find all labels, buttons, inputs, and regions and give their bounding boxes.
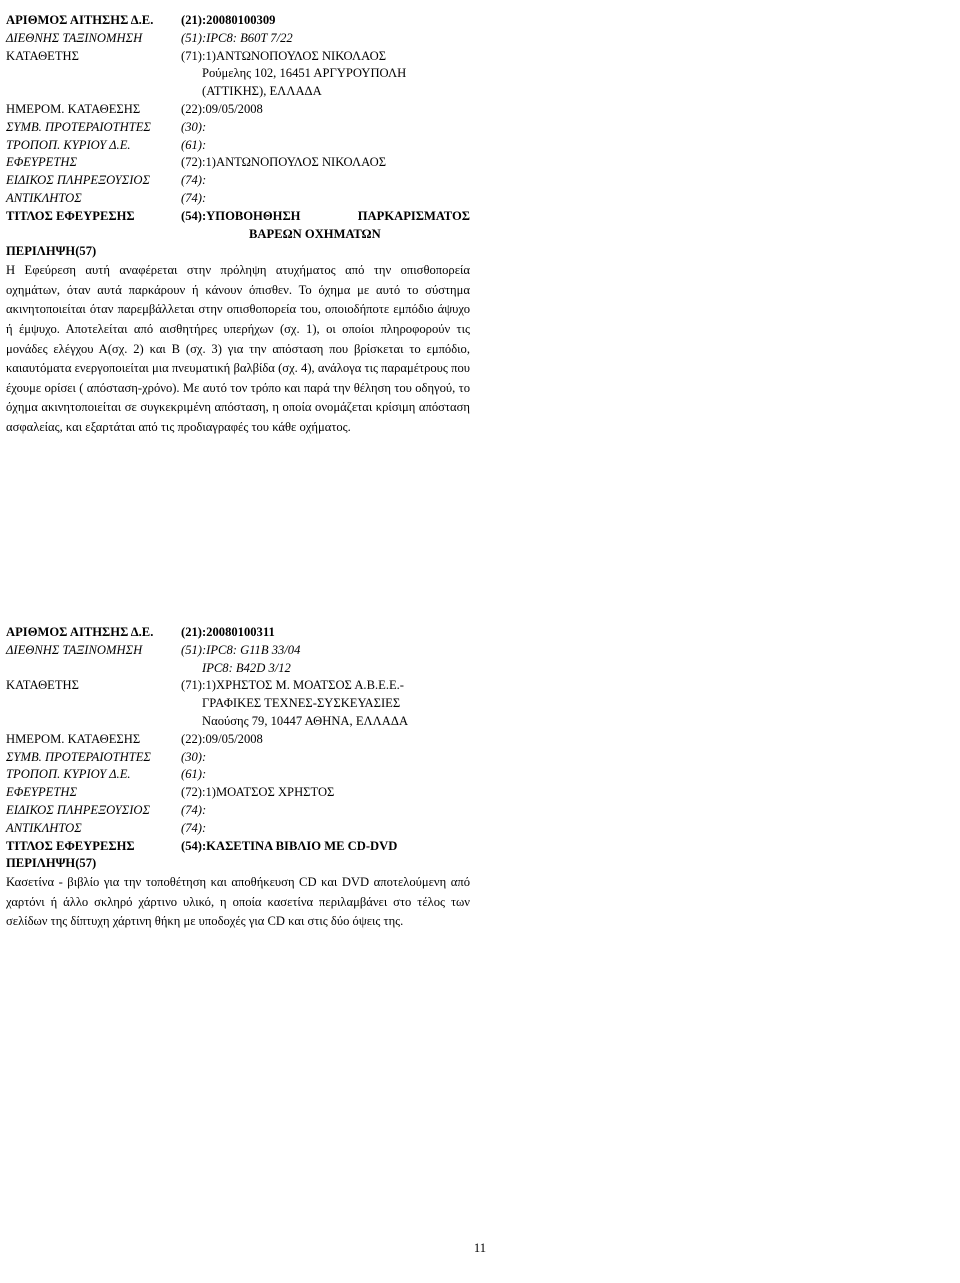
filing-date-label: ΗΜΕΡΟΜ. ΚΑΤΑΘΕΣΗΣ (6, 731, 141, 746)
filing-date-row (6, 731, 470, 749)
deputy-value: (74): (181, 190, 207, 205)
classification-label: ΔΙΕΘΝΗΣ ΤΑΞΙΝΟΜΗΣΗ (6, 642, 143, 657)
deputy-label: ΑΝΤΙΚΛΗΤΟΣ (6, 190, 82, 205)
filing-date-value: (22):09/05/2008 (181, 731, 263, 746)
patent-record-1 (6, 12, 470, 438)
applicant-address-line: (ΑΤΤΙΚΗΣ), ΕΛΛΑΔΑ (202, 84, 322, 99)
agent-row (6, 172, 470, 190)
application-number-value: (21):20080100311 (181, 625, 275, 639)
agent-value: (74): (181, 802, 207, 817)
deputy-value: (74): (181, 820, 207, 835)
application-number-row (6, 12, 470, 30)
classification-label: ΔΙΕΘΝΗΣ ΤΑΞΙΝΟΜΗΣΗ (6, 30, 143, 45)
applicant-label: ΚΑΤΑΘΕΤΗΣ (6, 678, 79, 693)
agent-row (6, 802, 470, 820)
patent-record-2 (6, 624, 470, 932)
abstract-text: Η Εφεύρεση αυτή αναφέρεται στην πρόληψη ατυχήματος από την οπισθοπορεία οχημάτων, όταν αυτά παρκάρουν ή κάνουν όπισθεν. Το όχημα με αυτό το σύστημα ακινητοποιείται όταν παρεμβάλλεται στην οπισθοπορεία του, οποιοδήποτε εμπόδιο άψυχο ή έμψυχο. Αποτελείται από αισθητήρες υπερήχων (σχ. 1), οι οποίοι πληροφορούν τις μονάδες ελέγχου Α(σχ. 2) και Β (σχ. 3) για την απόσταση που βρίσκεται το εμπόδιο, καιαυτόματα ενεργοποιείται μια πνευματική βαλβίδα (σχ. 4), ανάλογα τις παραμέτρους που έχουμε ορίσει ( απόσταση-χρόνο). Με αυτό τον τρόπο και παρά την θέληση του οδηγού, το όχημα ακινητοποιείται σε συγκεκριμένη απόσταση, η οποία ονομάζεται κρίσιμη απόσταση ασφαλείας, και εξαρτάται από τις προδιαγραφές του κάθε οχήματος. (6, 263, 470, 434)
inventor-value: (72):1)ΜΟΑΤΣΟΣ ΧΡΗΣΤΟΣ (181, 785, 335, 800)
modification-label: ΤΡΟΠΟΠ. ΚΥΡΙΟΥ Δ.Ε. (6, 767, 131, 782)
classification-row (6, 30, 470, 48)
classification-value: (51):IPC8: B60T 7/22 (181, 30, 293, 45)
classification-value: (51):IPC8: G11B 33/04 (181, 642, 301, 657)
modification-value: (61): (181, 137, 207, 152)
priority-value: (30): (181, 119, 207, 134)
deputy-label: ΑΝΤΙΚΛΗΤΟΣ (6, 820, 82, 835)
applicant-name: (71):1)ΑΝΤΩΝΟΠΟΥΛΟΣ ΝΙΚΟΛΑΟΣ (181, 48, 387, 63)
title-row (6, 208, 470, 226)
title-label: ΤΙΤΛΟΣ ΕΦΕΥΡΕΣΗΣ (6, 838, 135, 853)
priority-row (6, 119, 470, 137)
title-value (181, 208, 470, 226)
title-code: (54):ΥΠΟΒΟΗΘΗΣΗ (181, 208, 301, 223)
applicant-row (6, 48, 470, 66)
application-number-row (6, 624, 470, 642)
title-row (6, 838, 470, 856)
title-label: ΤΙΤΛΟΣ ΕΦΕΥΡΕΣΗΣ (6, 208, 135, 223)
deputy-row (6, 190, 470, 208)
abstract-text: Κασετίνα - βιβλίο για την τοποθέτηση και αποθήκευση CD και DVD αποτελούμενη από χαρτόνι ή άλλο σκληρό χάρτινο υλικό, η οποία κασετίνα περιλαμβάνει στο τέλος των σελίδων της δίπτυχη χάρτινη θήκη με υποδοχές για CD και στις δύο όψεις της. (6, 875, 470, 929)
applicant-row (6, 677, 470, 695)
modification-label: ΤΡΟΠΟΠ. ΚΥΡΙΟΥ Δ.Ε. (6, 137, 131, 152)
classification-row (6, 642, 470, 660)
filing-date-label: ΗΜΕΡΟΜ. ΚΑΤΑΘΕΣΗΣ (6, 101, 141, 116)
inventor-label: ΕΦΕΥΡΕΤΗΣ (6, 155, 77, 170)
agent-label: ΕΙΔΙΚΟΣ ΠΛΗΡΕΞΟΥΣΙΟΣ (6, 173, 150, 188)
inventor-row (6, 154, 470, 172)
deputy-row (6, 820, 470, 838)
modification-row (6, 766, 470, 784)
title-continuation: ΒΑΡΕΩΝ ΟΧΗΜΑΤΩΝ (249, 226, 381, 241)
modification-value: (61): (181, 767, 207, 782)
abstract-label: ΠΕΡΙΛΗΨΗ(57) (6, 244, 97, 259)
applicant-label: ΚΑΤΑΘΕΤΗΣ (6, 48, 79, 63)
title-value: (54):ΚΑΣΕΤΙΝΑ ΒΙΒΛΙΟ ΜΕ CD-DVD (181, 838, 398, 853)
priority-row (6, 749, 470, 767)
applicant-address-line: Ρούμελης 102, 16451 ΑΡΓΥΡΟΥΠΟΛΗ (202, 66, 407, 81)
applicant-address-line: ΓΡΑΦΙΚΕΣ ΤΕΧΝΕΣ-ΣΥΣΚΕΥΑΣΙΕΣ (202, 696, 401, 711)
inventor-value: (72):1)ΑΝΤΩΝΟΠΟΥΛΟΣ ΝΙΚΟΛΑΟΣ (181, 155, 387, 170)
application-number-label: ΑΡΙΘΜΟΣ ΑΙΤΗΣΗΣ Δ.Ε. (6, 625, 154, 639)
modification-row (6, 137, 470, 155)
filing-date-value: (22):09/05/2008 (181, 101, 263, 116)
agent-value: (74): (181, 173, 207, 188)
abstract-label: ΠΕΡΙΛΗΨΗ(57) (6, 856, 97, 871)
application-number-label: ΑΡΙΘΜΟΣ ΑΙΤΗΣΗΣ Δ.Ε. (6, 13, 154, 27)
classification-continuation: IPC8: B42D 3/12 (202, 660, 291, 675)
title-word: ΠΑΡΚΑΡΙΣΜΑΤΟΣ (357, 208, 470, 223)
applicant-address-line: Ναούσης 79, 10447 ΑΘΗΝΑ, ΕΛΛΑΔΑ (202, 713, 409, 728)
priority-value: (30): (181, 749, 207, 764)
priority-label: ΣΥΜΒ. ΠΡΟΤΕΡΑΙΟΤΗΤΕΣ (6, 119, 151, 134)
filing-date-row (6, 101, 470, 119)
inventor-label: ΕΦΕΥΡΕΤΗΣ (6, 785, 77, 800)
priority-label: ΣΥΜΒ. ΠΡΟΤΕΡΑΙΟΤΗΤΕΣ (6, 749, 151, 764)
inventor-row (6, 784, 470, 802)
page-number: 11 (473, 1241, 487, 1255)
application-number-value: (21):20080100309 (181, 13, 276, 27)
agent-label: ΕΙΔΙΚΟΣ ΠΛΗΡΕΞΟΥΣΙΟΣ (6, 802, 150, 817)
applicant-name: (71):1)ΧΡΗΣΤΟΣ Μ. ΜΟΑΤΣΟΣ Α.Β.Ε.Ε.- (181, 678, 404, 693)
